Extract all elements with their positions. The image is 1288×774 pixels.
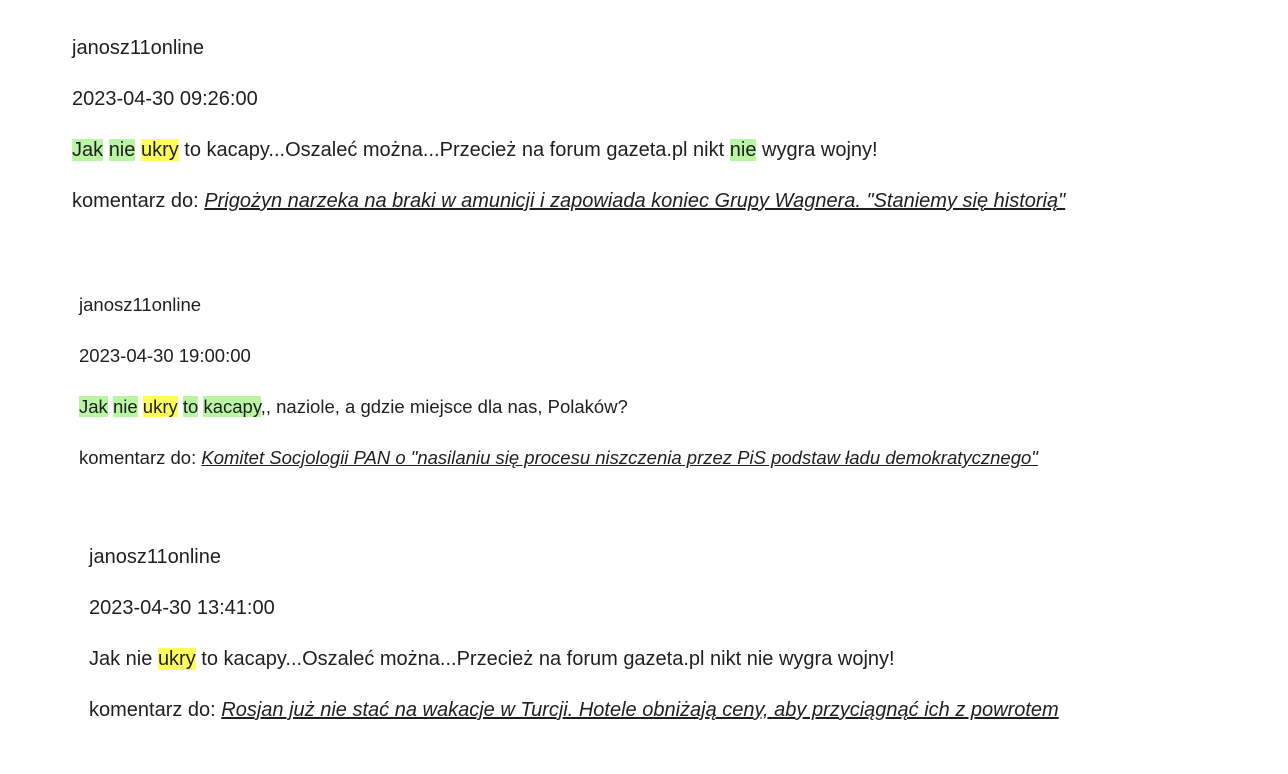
comment-timestamp: 2023-04-30 09:26:00 bbox=[72, 88, 258, 110]
comment-text-segment bbox=[103, 139, 109, 161]
highlighted-keyword: Jak bbox=[72, 139, 104, 161]
highlighted-keyword: Jak bbox=[79, 396, 108, 417]
comment-prefix-label: komentarz do: bbox=[72, 190, 205, 212]
comment-text bbox=[89, 647, 1059, 671]
comment-timestamp: 2023-04-30 13:41:00 bbox=[89, 597, 275, 619]
comment-reference bbox=[79, 446, 1038, 470]
article-link[interactable]: Prigożyn narzeka na braki w amunicji i zapowiada koniec Grupy Wagnera. "Staniemy się historią" bbox=[204, 190, 1066, 212]
article-link[interactable]: Komitet Socjologii PAN o "nasilaniu się procesu niszczenia przez PiS podstaw ładu demokratycznego" bbox=[201, 447, 1038, 468]
comment-author: janosz11online bbox=[79, 294, 202, 315]
comment-text-segment: to kacapy...Oszaleć można...Przecież na forum gazeta.pl nikt bbox=[178, 139, 730, 161]
highlighted-keyword: nie bbox=[108, 139, 136, 161]
highlighted-keyword: ukry bbox=[140, 139, 179, 161]
comment-card bbox=[72, 36, 1065, 240]
highlighted-keyword: ukry bbox=[142, 396, 178, 417]
comment-author: janosz11online bbox=[72, 37, 204, 59]
highlighted-keyword: kacapy bbox=[203, 396, 261, 417]
comment-timestamp: 2023-04-30 19:00:00 bbox=[79, 345, 251, 366]
comment-author: janosz11online bbox=[89, 546, 221, 568]
comment-text-segment: Jak nie bbox=[89, 648, 158, 670]
comment-prefix-label: komentarz do: bbox=[89, 699, 222, 721]
highlighted-keyword: nie bbox=[729, 139, 757, 161]
comment-text-segment: to kacapy...Oszaleć można...Przecież na forum gazeta.pl nikt nie wygra wojny! bbox=[195, 648, 895, 670]
comment-card bbox=[89, 545, 1059, 749]
comment-reference bbox=[72, 189, 1065, 213]
comment-card bbox=[79, 293, 1038, 497]
comment-text-segment: wygra wojny! bbox=[756, 139, 878, 161]
article-link[interactable]: Rosjan już nie stać na wakacje w Turcji. Hotele obniżają ceny, aby przyciągnąć ich z powrotem bbox=[221, 699, 1059, 721]
comment-reference bbox=[89, 698, 1059, 722]
comment-text bbox=[79, 395, 1038, 419]
highlighted-keyword: nie bbox=[112, 396, 138, 417]
highlighted-keyword: ukry bbox=[157, 648, 196, 670]
comment-text-segment bbox=[138, 396, 143, 417]
highlighted-keyword: to bbox=[182, 396, 199, 417]
comment-text-segment: ,, naziole, a gdzie miejsce dla nas, Polaków? bbox=[260, 396, 628, 417]
comment-text bbox=[72, 138, 1065, 162]
comment-prefix-label: komentarz do: bbox=[79, 447, 202, 468]
